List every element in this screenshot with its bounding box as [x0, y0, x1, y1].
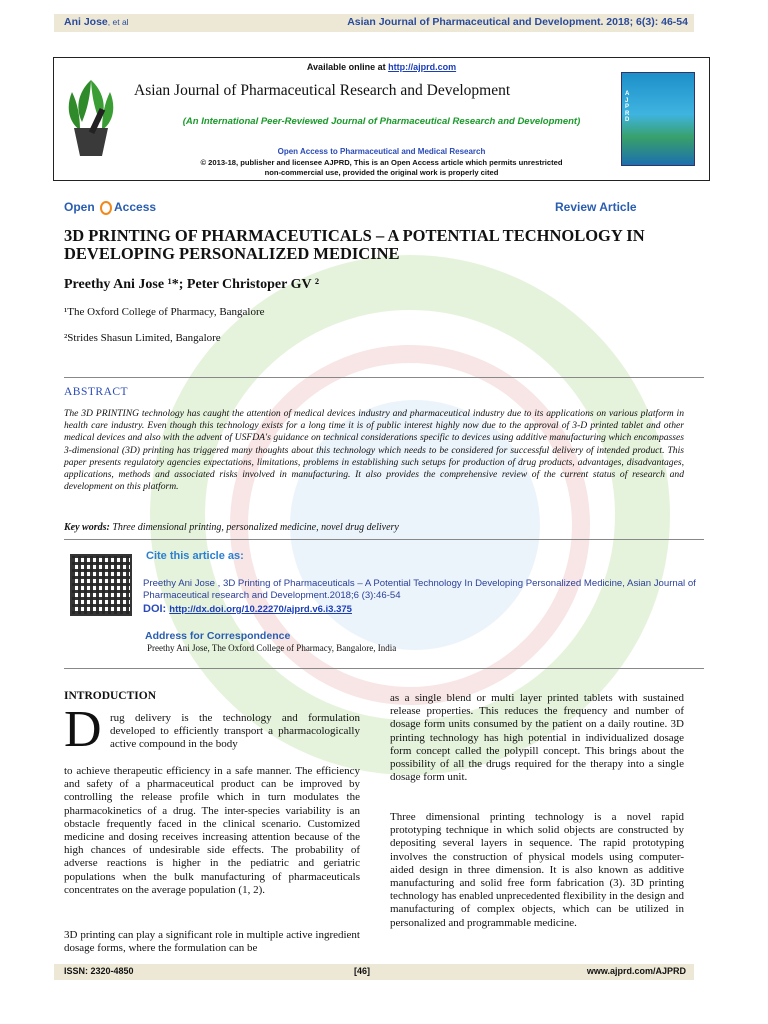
- copyright-line-2: non-commercial use, provided the original work is properly cited: [264, 168, 499, 177]
- body-paragraph: as a single blend or multi layer printed tablets with sustained release properties. This reduces the frequency and number of dosage form units consumed by the patient on a daily routine. 3D printing technology has high potential in individualized dosage form concept called the polypill concept. This brings about the possibility of all the drugs required for the therapy into a single dosage form unit.: [390, 692, 684, 784]
- running-header-authors: Ani Jose, et al: [64, 16, 129, 28]
- affiliation-1: ¹The Oxford College of Pharmacy, Bangalore: [64, 306, 265, 318]
- divider: [64, 377, 704, 378]
- copyright-line-1: © 2013-18, publisher and licensee AJPRD, This is an Open Access article which permits unrestricted: [200, 158, 563, 167]
- qr-code-icon[interactable]: [70, 554, 132, 616]
- doi-line: DOI: http://dx.doi.org/10.22270/ajprd.v6.i3.375: [143, 603, 352, 615]
- correspondence-text: Preethy Ani Jose, The Oxford College of Pharmacy, Bangalore, India: [147, 643, 397, 653]
- keywords: Key words: Three dimensional printing, personalized medicine, novel drug delivery: [64, 522, 399, 533]
- cite-heading: Cite this article as:: [146, 550, 244, 562]
- journal-banner: [53, 57, 710, 181]
- article-title: 3D PRINTING OF PHARMACEUTICALS – A POTENTIAL TECHNOLOGY IN DEVELOPING PERSONALIZED MEDICINE: [64, 226, 645, 263]
- drop-cap: D: [64, 701, 102, 758]
- open-access-label: Open Access: [64, 200, 157, 214]
- open-access-line: Open Access to Pharmaceutical and Medical Research: [277, 147, 486, 156]
- article-type: Review Article: [555, 200, 637, 214]
- footer-page-number: [46]: [354, 966, 371, 976]
- open-lock-icon: [100, 201, 112, 215]
- footer-url[interactable]: www.ajprd.com/AJPRD: [586, 966, 686, 976]
- available-online: Available online at http://ajprd.com: [306, 62, 457, 72]
- body-paragraph: 3D printing can play a significant role in multiple active ingredient dosage forms, where the formulation can be: [64, 929, 360, 955]
- divider: [64, 539, 704, 540]
- abstract-heading: ABSTRACT: [64, 386, 129, 398]
- abstract-text: The 3D PRINTING technology has caught the attention of medical devices industry and pharmaceutical industry due to its applications on various platform in health care industry. Even though this technology exists for a long time it is of public interest highly now due to the approval of 3-D printed tablet and other medical devices and also with the advent of USFDA's guidance on technical considerations specific to devices using additive manufacturing which encompasses 3-dimensional (3D) printing has triggered many thoughts about this technology which needs to be considered for successful delivery of intended product. This paper presents regulatory agencies expectations, limitations, problems in establishing such setups for production of drug products, advantages, disadvantages, applications, methods and associated risks involved in manufacturing. It also provides the comprehensive review of the current status of research and development on this platform.: [64, 408, 684, 493]
- affiliation-2: ²Strides Shasun Limited, Bangalore: [64, 332, 221, 344]
- journal-subtitle: (An International Peer-Reviewed Journal of Pharmaceutical Research and Development): [182, 116, 581, 127]
- running-header-citation: Asian Journal of Pharmaceutical and Development. 2018; 6(3): 46-54: [347, 16, 688, 28]
- journal-link[interactable]: http://ajprd.com: [388, 62, 457, 72]
- doi-link[interactable]: http://dx.doi.org/10.22270/ajprd.v6.i3.375: [169, 604, 352, 615]
- article-authors: Preethy Ani Jose ¹*; Peter Christoper GV ²: [64, 277, 320, 292]
- divider: [64, 668, 704, 669]
- introduction-heading: INTRODUCTION: [64, 690, 157, 702]
- running-header: [54, 14, 694, 32]
- body-paragraph: to achieve therapeutic efficiency in a safe manner. The efficiency and safety of a pharmaceutical product can be improved by controlling the release profile which in turn modulates the pharmacokinetics of a drug. The inter-species variability is an obstacle frequently faced in the clinical scenario. Customized medicine and dosing receives increasing attention because of the high chances of undesirable side effects. The probability of adverse reactions is higher in the pediatric and geriatric populations when the bulk manufacturing of pharmaceuticals concentrates on the average population (1, 2).: [64, 765, 360, 896]
- body-paragraph: Three dimensional printing technology is a novel rapid prototyping technique in which solid objects are constructed by depositing several layers in sequence. The rapid prototyping involves the construction of physical models using computer-aided design in three dimension. It is also known as additive manufacturing and solid free form fabrication (3). 3D printing technology has enabled unprecedented flexibility in the design and manufacturing of complex objects, which can be utilized in personalized and programmable medicine.: [390, 811, 684, 929]
- cover-text: A J P R D: [625, 91, 630, 123]
- journal-title: Asian Journal of Pharmaceutical Research and Development: [134, 82, 511, 99]
- footer-issn: ISSN: 2320-4850: [64, 966, 134, 976]
- journal-cover-image: [621, 72, 695, 166]
- correspondence-heading: Address for Correspondence: [145, 630, 291, 642]
- page-footer: [54, 964, 694, 980]
- citation-text: Preethy Ani Jose , 3D Printing of Pharmaceuticals – A Potential Technology In Developing Personalized Medicine, Asian Journal of Pharmaceutical research and Development.2018;6 (3):46-54: [143, 578, 696, 601]
- body-paragraph: rug delivery is the technology and formulation developed to efficiently transport a pharmacologically active compound in the body: [110, 712, 360, 751]
- copyright-notice: [54, 158, 709, 178]
